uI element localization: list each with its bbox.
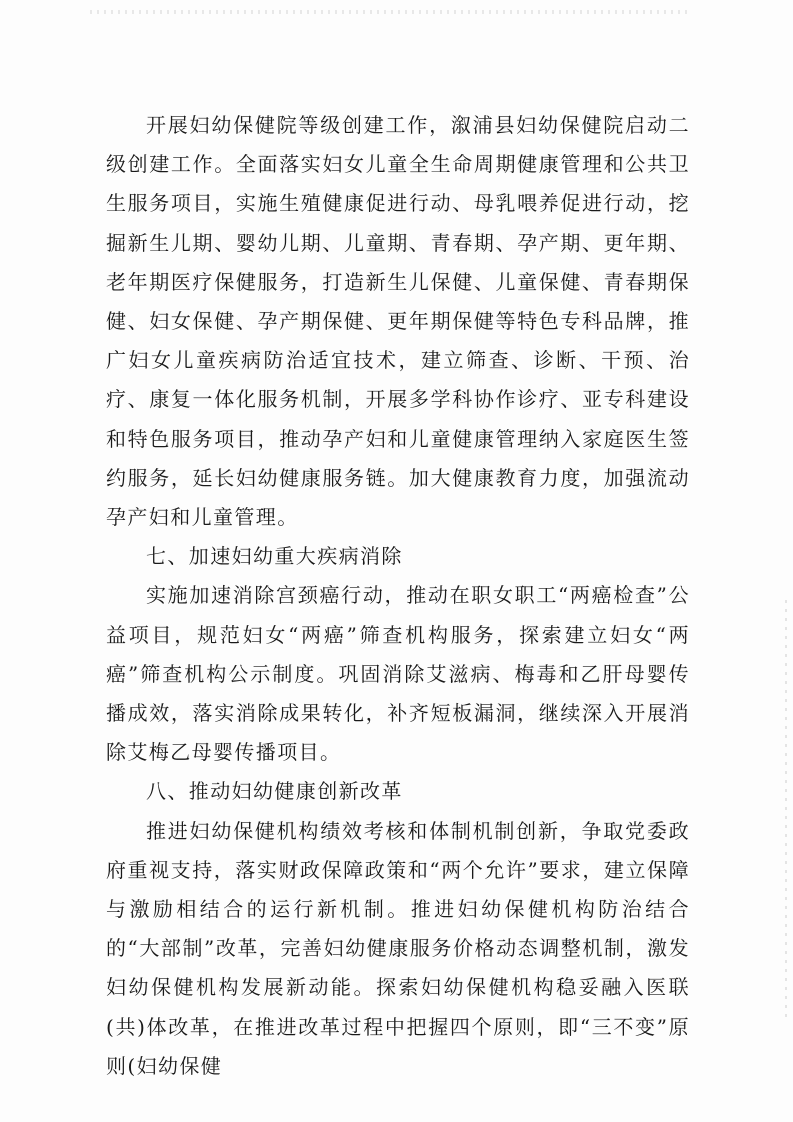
paragraph-disease-elimination: 实施加速消除宫颈癌行动，推动在职女职工“两癌检查”公益项目，规范妇女“两癌”筛查机构服务，探索建立妇女“两癌”筛查机构公示制度。巩固消除艾滋病、梅毒和乙肝母婴传播成效，落实消除成果转化，补齐短板漏洞，继续深入开展消除艾梅乙母婴传播项目。 (106, 583, 690, 765)
scan-artifact-right (785, 600, 787, 1020)
section-heading-7: 七、加速妇幼重大疾病消除 (146, 544, 403, 569)
document-body (106, 106, 690, 1086)
scan-artifact-top (90, 10, 690, 14)
section-heading-8: 八、推动妇幼健康创新改革 (146, 779, 403, 804)
paragraph-innovation-reform: 推进妇幼保健机构绩效考核和体制机制创新，争取党委政府重视支持，落实财政保障政策和“两个允许”要求，建立保障与激励相结合的运行新机制。推进妇幼保健机构防治结合的“大部制”改革，完善妇幼健康服务价格动态调整机制，激发妇幼保健机构发展新动能。探索妇幼保健机构稳妥融入医联(共)体改革，在推进改革过程中把握四个原则，即“三不变”原则(妇幼保健 (106, 818, 690, 1078)
paragraph-maternal-child-services: 开展妇幼保健院等级创建工作，溆浦县妇幼保健院启动二级创建工作。全面落实妇女儿童全生命周期健康管理和公共卫生服务项目，实施生殖健康促进行动、母乳喂养促进行动，挖掘新生儿期、婴幼儿期、儿童期、青春期、孕产期、更年期、老年期医疗保健服务，打造新生儿保健、儿童保健、青春期保健、妇女保健、孕产期保健、更年期保健等特色专科品牌，推广妇女儿童疾病防治适宜技术，建立筛查、诊断、干预、治疗、康复一体化服务机制，开展多学科协作诊疗、亚专科建设和特色服务项目，推动孕产妇和儿童健康管理纳入家庭医生签约服务，延长妇幼健康服务链。加大健康教育力度，加强流动孕产妇和儿童管理。 (106, 113, 690, 530)
